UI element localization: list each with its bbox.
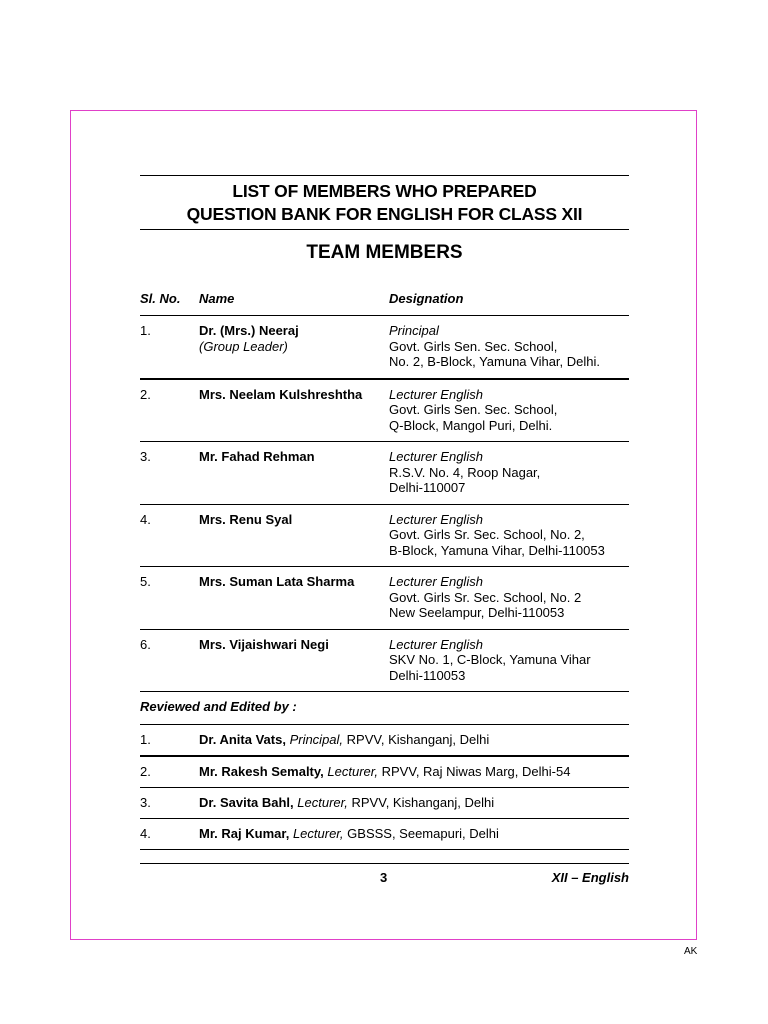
reviewer-details bbox=[199, 795, 629, 810]
member-name: Mrs. Suman Lata Sharma bbox=[199, 574, 355, 589]
member-role-note: (Group Leader) bbox=[199, 338, 288, 354]
document-body bbox=[140, 175, 629, 886]
member-designation bbox=[389, 387, 629, 434]
member-address-line: Q-Block, Mangol Puri, Delhi. bbox=[389, 417, 553, 433]
member-address-line: SKV No. 1, C-Block, Yamuna Vihar bbox=[389, 652, 591, 667]
member-address-line: New Seelampur, Delhi-110053 bbox=[389, 605, 565, 620]
member-address-line: Govt. Girls Sen. Sec. School, bbox=[389, 402, 558, 417]
heading-line-2: QUESTION BANK FOR ENGLISH FOR CLASS XII bbox=[186, 204, 583, 224]
member-name-cell bbox=[199, 387, 389, 434]
member-designation bbox=[389, 574, 629, 621]
member-sl: 1. bbox=[140, 323, 151, 338]
team-title: TEAM MEMBERS bbox=[306, 242, 463, 263]
corner-mark: AK bbox=[684, 946, 698, 957]
member-designation bbox=[389, 637, 629, 684]
reviewer-row bbox=[140, 788, 629, 818]
member-name: Mrs. Renu Syal bbox=[199, 511, 293, 527]
member-address-line: Govt. Girls Sen. Sec. School, bbox=[389, 338, 558, 354]
reviewer-details bbox=[199, 764, 629, 779]
reviewer-details bbox=[199, 826, 629, 841]
member-designation bbox=[389, 323, 629, 370]
reviewer-place: RPVV, Kishanganj, Delhi bbox=[351, 795, 495, 810]
member-title: Principal bbox=[389, 323, 439, 338]
member-address-line: Delhi-110053 bbox=[389, 667, 466, 683]
reviewer-title: Lecturer, bbox=[297, 795, 348, 810]
reviewer-name: Mr. Raj Kumar, bbox=[199, 826, 290, 841]
col-designation-header: Designation bbox=[389, 291, 464, 306]
member-sl: 4. bbox=[140, 511, 151, 527]
member-address-line: Govt. Girls Sr. Sec. School, No. 2, bbox=[389, 527, 585, 542]
reviewer-row bbox=[140, 819, 629, 849]
reviewer-place: GBSSS, Seemapuri, Delhi bbox=[347, 826, 499, 841]
member-address-line: R.S.V. No. 4, Roop Nagar, bbox=[389, 464, 541, 480]
member-row bbox=[140, 380, 629, 442]
reviewer-details bbox=[199, 732, 629, 747]
reviewer-sl: 1. bbox=[140, 732, 151, 747]
reviewed-title: Reviewed and Edited by : bbox=[140, 699, 297, 714]
reviewer-title: Principal, bbox=[289, 732, 344, 747]
page-footer bbox=[140, 864, 629, 886]
reviewer-title: Lecturer, bbox=[292, 826, 344, 841]
member-title: Lecturer English bbox=[389, 386, 483, 402]
member-title: Lecturer English bbox=[389, 511, 483, 527]
member-row bbox=[140, 505, 629, 567]
reviewer-row bbox=[140, 757, 629, 787]
member-row bbox=[140, 567, 629, 629]
member-row bbox=[140, 316, 629, 378]
member-title: Lecturer English bbox=[389, 449, 483, 464]
member-designation bbox=[389, 449, 629, 496]
member-name: Mrs. Vijaishwari Negi bbox=[199, 636, 329, 652]
page-number: 3 bbox=[380, 870, 388, 885]
heading-rule bbox=[140, 229, 629, 230]
member-title: Lecturer English bbox=[389, 636, 483, 652]
member-address-line: Govt. Girls Sr. Sec. School, No. 2 bbox=[389, 589, 582, 605]
member-sl: 2. bbox=[140, 386, 151, 402]
member-address-line: Delhi-110007 bbox=[389, 480, 466, 495]
heading-line-1: LIST OF MEMBERS WHO PREPARED bbox=[232, 181, 537, 201]
reviewer-row bbox=[140, 725, 629, 755]
member-name: Dr. (Mrs.) Neeraj bbox=[199, 323, 299, 338]
document-heading bbox=[140, 176, 629, 229]
reviewer-sl: 4. bbox=[140, 826, 151, 841]
table-header bbox=[140, 291, 629, 315]
member-name: Mrs. Neelam Kulshreshtha bbox=[199, 386, 363, 402]
class-label: XII – English bbox=[551, 870, 629, 885]
members-list bbox=[140, 316, 629, 692]
reviewer-place: RPVV, Kishanganj, Delhi bbox=[346, 732, 490, 747]
member-name-cell bbox=[199, 512, 389, 559]
reviewer-sl: 3. bbox=[140, 795, 151, 810]
member-address-line: B-Block, Yamuna Vihar, Delhi-110053 bbox=[389, 542, 605, 558]
reviewer-name: Mr. Rakesh Semalty, bbox=[199, 764, 324, 779]
member-name-cell bbox=[199, 574, 389, 621]
member-sl: 5. bbox=[140, 574, 151, 589]
member-sl: 3. bbox=[140, 449, 151, 464]
col-name-header: Name bbox=[199, 291, 235, 306]
member-name: Mr. Fahad Rehman bbox=[199, 449, 315, 464]
member-sl: 6. bbox=[140, 636, 151, 652]
member-address-line: No. 2, B-Block, Yamuna Vihar, Delhi. bbox=[389, 354, 600, 369]
reviewer-title: Lecturer, bbox=[327, 764, 378, 779]
member-designation bbox=[389, 512, 629, 559]
member-name-cell bbox=[199, 637, 389, 684]
reviewer-name: Dr. Savita Bahl, bbox=[199, 795, 294, 810]
reviewer-sl: 2. bbox=[140, 764, 151, 779]
reviewer-place: RPVV, Raj Niwas Marg, Delhi-54 bbox=[381, 764, 571, 779]
member-title: Lecturer English bbox=[389, 574, 483, 589]
member-name-cell bbox=[199, 323, 389, 370]
reviewers-list bbox=[140, 725, 629, 850]
member-row bbox=[140, 630, 629, 692]
member-row bbox=[140, 442, 629, 504]
col-sl-header: Sl. No. bbox=[140, 291, 181, 306]
reviewer-name: Dr. Anita Vats, bbox=[199, 732, 286, 747]
member-name-cell bbox=[199, 449, 389, 496]
